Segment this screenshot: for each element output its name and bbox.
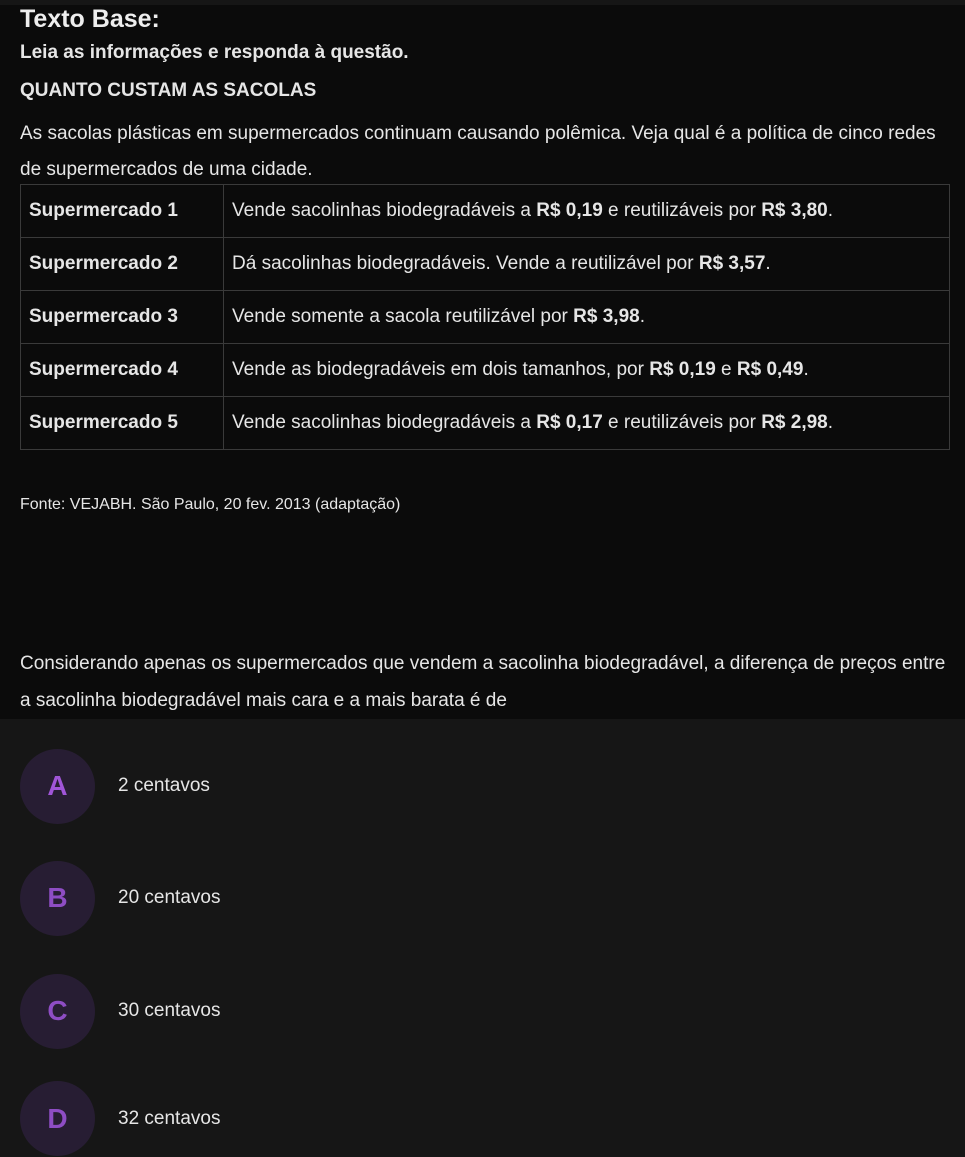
- store-policy: Vende sacolinhas biodegradáveis a R$ 0,17 e reutilizáveis por R$ 2,98.: [224, 397, 950, 450]
- table-row: [21, 397, 950, 450]
- table-row: [21, 291, 950, 344]
- text-base-title: Texto Base:: [20, 5, 160, 33]
- store-name: Supermercado 3: [21, 291, 224, 344]
- article-heading: QUANTO CUSTAM AS SACOLAS: [20, 80, 317, 101]
- store-policy: Vende sacolinhas biodegradáveis a R$ 0,19 e reutilizáveis por R$ 3,80.: [224, 185, 950, 238]
- option-letter-badge: B: [20, 861, 95, 936]
- option-letter-badge: A: [20, 749, 95, 824]
- store-name: Supermercado 1: [21, 185, 224, 238]
- article-intro: As sacolas plásticas em supermercados continuam causando polêmica. Veja qual é a política de cinco redes de supermercados de uma cidade.: [20, 123, 936, 180]
- store-policy: Vende somente a sacola reutilizável por R$ 3,98.: [224, 291, 950, 344]
- option-letter-badge: D: [20, 1081, 95, 1156]
- table-row: [21, 238, 950, 291]
- option-letter-badge: C: [20, 974, 95, 1049]
- option-text: 20 centavos: [118, 887, 221, 908]
- question-text: Considerando apenas os supermercados que vendem a sacolinha biodegradável, a diferença de preços entre a sacolinha biodegradável mais cara e a mais barata é de: [20, 653, 946, 711]
- option-a[interactable]: [20, 748, 620, 824]
- instruction-text: Leia as informações e responda à questão.: [20, 42, 409, 63]
- option-text: 32 centavos: [118, 1107, 221, 1129]
- store-policy: Vende as biodegradáveis em dois tamanhos, por R$ 0,19 e R$ 0,49.: [224, 344, 950, 397]
- table-row: [21, 344, 950, 397]
- table-row: [21, 185, 950, 238]
- source-citation: Fonte: VEJABH. São Paulo, 20 fev. 2013 (adaptação): [20, 496, 401, 513]
- option-d[interactable]: [20, 1080, 620, 1157]
- store-policy: Dá sacolinhas biodegradáveis. Vende a reutilizável por R$ 3,57.: [224, 238, 950, 291]
- option-b[interactable]: [20, 860, 620, 936]
- store-name: Supermercado 5: [21, 397, 224, 450]
- option-text: 30 centavos: [118, 1000, 221, 1021]
- store-name: Supermercado 4: [21, 344, 224, 397]
- supermarket-price-table: [20, 184, 950, 450]
- option-c[interactable]: [20, 973, 620, 1049]
- option-text: 2 centavos: [118, 775, 210, 796]
- store-name: Supermercado 2: [21, 238, 224, 291]
